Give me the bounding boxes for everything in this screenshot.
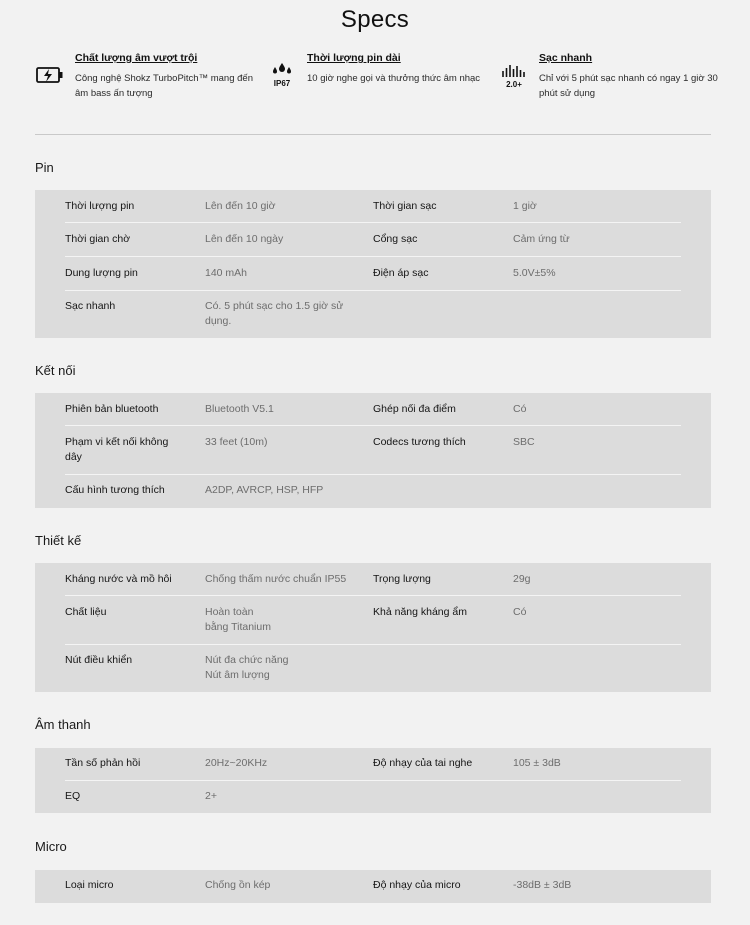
- table-row: [65, 223, 681, 257]
- spec-panel-micro: [35, 870, 711, 903]
- section-title-pin: Pin: [35, 160, 54, 175]
- spec-value: SBC: [513, 436, 535, 448]
- spec-value: A2DP, AVRCP, HSP, HFP: [205, 484, 324, 496]
- spec-panel-thiet-ke: [35, 563, 711, 692]
- spec-value: Lên đến 10 ngày: [205, 233, 284, 245]
- table-row: [65, 748, 681, 781]
- spec-label: Cổng sạc: [373, 233, 418, 245]
- table-row: [65, 393, 681, 426]
- spec-value: Có. 5 phút sạc cho 1.5 giờ sử dụng.: [205, 300, 344, 327]
- bluetooth-version-icon: [499, 62, 529, 88]
- spec-label: Khả năng kháng ẩm: [373, 606, 467, 618]
- table-row: [65, 781, 681, 813]
- table-row: [65, 475, 681, 508]
- feature-title[interactable]: Sạc nhanh: [539, 52, 593, 64]
- spec-value: 2+: [205, 790, 217, 802]
- table-row: [65, 563, 681, 596]
- spec-label: Chất liệu: [65, 606, 107, 618]
- spec-value: 140 mAh: [205, 267, 248, 279]
- spec-value: Lên đến 10 giờ: [205, 200, 276, 212]
- section-title-micro: Micro: [35, 839, 67, 854]
- spec-label: Độ nhạy của tai nghe: [373, 757, 473, 769]
- spec-label: Thời gian sạc: [373, 200, 437, 212]
- spec-value: 20Hz~20KHz: [205, 757, 268, 769]
- section-title-am-thanh: Âm thanh: [35, 717, 91, 732]
- feature-description: 10 giờ nghe gọi và thưởng thức âm nhạc: [307, 73, 481, 84]
- table-row: [65, 426, 681, 475]
- table-row: [65, 291, 681, 338]
- spec-label: Dung lượng pin: [65, 267, 138, 279]
- spec-value: 29g: [513, 573, 531, 585]
- spec-value: Hoàn toàn bằng Titanium: [205, 606, 271, 633]
- spec-label: Độ nhạy của micro: [373, 879, 461, 891]
- battery-charging-icon: [35, 62, 65, 88]
- table-row: [65, 190, 681, 223]
- spec-label: Phiên bản bluetooth: [65, 403, 159, 415]
- feature-description: Công nghệ Shokz TurboPitch™ mang đến âm bass ấn tượng: [75, 73, 253, 99]
- version-text: 2.0+: [506, 80, 522, 88]
- spec-label: Thời lượng pin: [65, 200, 135, 212]
- spec-label: Kháng nước và mồ hôi: [65, 573, 172, 585]
- spec-label: Codecs tương thích: [373, 436, 466, 448]
- feature-title[interactable]: Chất lượng âm vượt trội: [75, 52, 198, 64]
- spec-value: Có: [513, 403, 527, 415]
- spec-value: 33 feet (10m): [205, 436, 268, 448]
- spec-panel-pin: [35, 190, 711, 338]
- spec-value: -38dB ± 3dB: [513, 879, 572, 891]
- page-title: Specs: [340, 6, 410, 33]
- spec-label: Cấu hình tương thích: [65, 484, 165, 496]
- spec-value: Chống thấm nước chuẩn IP55: [205, 573, 347, 585]
- table-row: [65, 870, 681, 903]
- section-title-thiet-ke: Thiết kế: [35, 533, 82, 548]
- spec-panel-ket-noi: [35, 393, 711, 508]
- spec-panel-am-thanh: [35, 748, 711, 813]
- spec-value: Bluetooth V5.1: [205, 403, 274, 415]
- table-row: [65, 596, 681, 645]
- section-divider: [35, 134, 711, 135]
- spec-label: Tần số phản hồi: [65, 757, 141, 769]
- ip67-text: IP67: [273, 79, 291, 88]
- spec-label: EQ: [65, 790, 81, 802]
- spec-label: Trọng lượng: [373, 573, 431, 585]
- spec-label: Phạm vi kết nối không dây: [65, 436, 169, 463]
- feature-title[interactable]: Thời lượng pin dài: [307, 52, 401, 64]
- spec-value: 105 ± 3dB: [513, 757, 561, 769]
- spec-label: Loại micro: [65, 879, 114, 891]
- spec-value: 1 giờ: [513, 200, 537, 212]
- spec-value: Cảm ứng từ: [513, 233, 570, 245]
- spec-label: Sạc nhanh: [65, 300, 116, 312]
- spec-value: Chống ồn kép: [205, 879, 271, 891]
- spec-label: Ghép nối đa điểm: [373, 403, 456, 415]
- spec-value: Có: [513, 606, 527, 618]
- spec-label: Thời gian chờ: [65, 233, 131, 245]
- table-row: [65, 257, 681, 291]
- spec-value: Nút đa chức năng Nút âm lượng: [205, 654, 289, 681]
- spec-label: Nút điều khiển: [65, 654, 133, 666]
- feature-description: Chỉ với 5 phút sạc nhanh có ngay 1 giờ 30 phút sử dụng: [539, 73, 718, 99]
- section-title-ket-noi: Kết nối: [35, 363, 76, 378]
- table-row: [65, 645, 681, 692]
- spec-value: 5.0V±5%: [513, 267, 556, 279]
- spec-label: Điện áp sạc: [373, 267, 429, 279]
- water-drops-ip67-icon: [267, 62, 297, 88]
